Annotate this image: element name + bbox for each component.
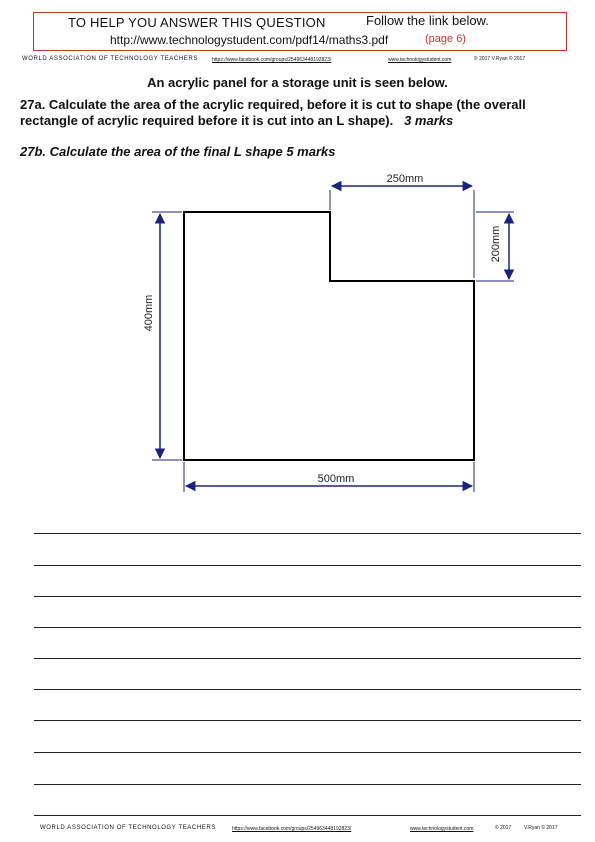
answer-line[interactable] [34,720,581,721]
answer-line[interactable] [34,596,581,597]
org-name-bottom: WORLD ASSOCIATION OF TECHNOLOGY TEACHERS [40,825,216,831]
l-shape-outline [184,212,474,460]
question-27a-marks: 3 marks [404,113,454,128]
question-caption: An acrylic panel for a storage unit is seen below. [147,75,448,90]
facebook-link-top[interactable]: https://www.facebook.com/groups/254963448192823/ [212,57,332,63]
pdf-link[interactable]: http://www.technologystudent.com/pdf14/maths3.pdf [110,33,389,47]
page-reference: (page 6) [425,33,466,45]
dim-bottom-label: 500mm [317,473,355,485]
answer-line[interactable] [34,627,581,628]
site-link-top[interactable]: www.technologystudent.com [388,57,452,63]
answer-line[interactable] [34,533,581,534]
answer-line[interactable] [34,658,581,659]
dim-right-label: 200mm [490,225,502,263]
follow-text: Follow the link below. [366,13,489,28]
author-bottom: V.Ryan © 2017 [524,825,558,831]
dim-top-label: 250mm [386,173,424,185]
copyright-bottom: © 2017 [495,825,512,831]
question-27a-text: 27a. Calculate the area of the acrylic required, before it is cut to shape (the overall rectangle of acrylic required before it is cut into an L shape). [20,97,526,128]
answer-line[interactable] [34,752,581,753]
facebook-link-bottom[interactable]: https://www.facebook.com/groups/254963448192823/ [232,826,352,832]
help-text: TO HELP YOU ANSWER THIS QUESTION [68,15,326,30]
copyright-top: © 2017 V.Ryan © 2017 [474,56,526,62]
answer-line[interactable] [34,784,581,785]
dim-left-label: 400mm [143,294,155,332]
org-name-top: WORLD ASSOCIATION OF TECHNOLOGY TEACHERS [22,56,198,62]
answer-line[interactable] [34,565,581,566]
answer-line[interactable] [34,689,581,690]
site-link-bottom[interactable]: www.technologystudent.com [410,826,474,832]
question-27b: 27b. Calculate the area of the final L shape 5 marks [20,144,336,159]
answer-line[interactable] [34,815,581,816]
